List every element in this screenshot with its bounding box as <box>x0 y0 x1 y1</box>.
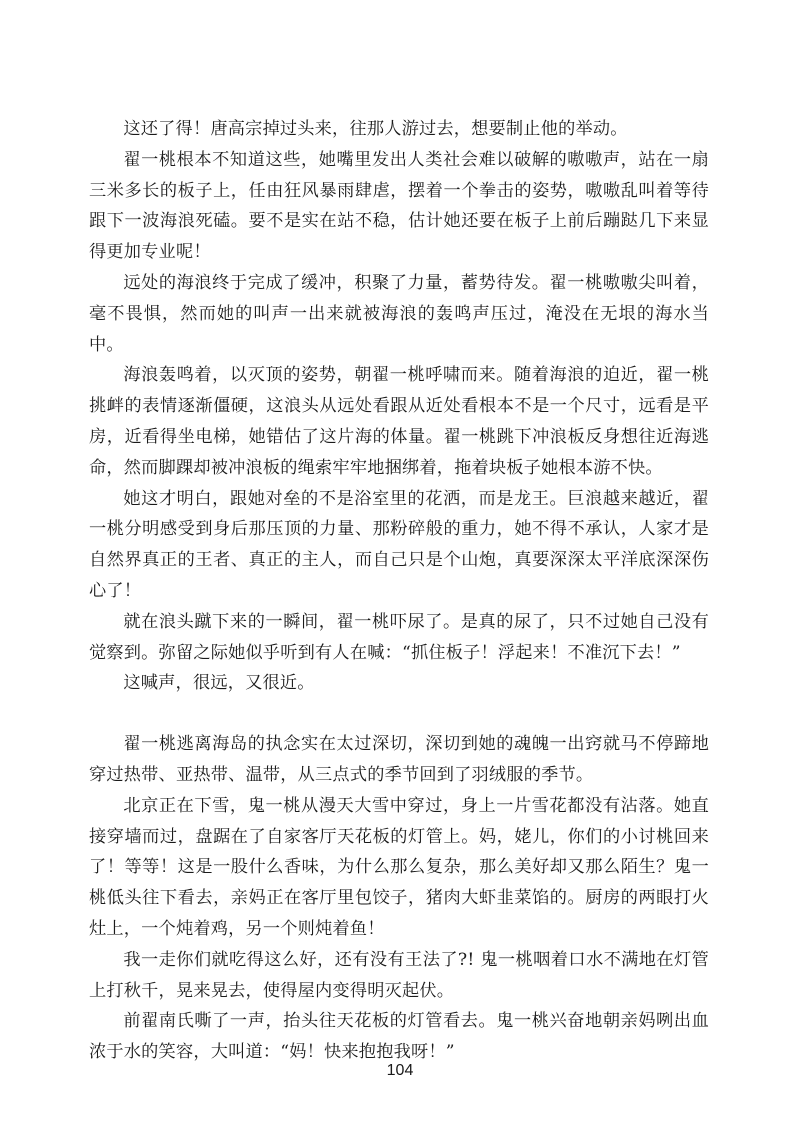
body-text <box>89 114 709 1068</box>
paragraph: 就在浪头蹴下来的一瞬间，翟一桃吓尿了。是真的尿了，只不过她自己没有觉察到。弥留之际她似乎听到有人在喊：“抓住板子！浮起来！不准沉下去！” <box>89 611 709 663</box>
paragraph: 她这才明白，跟她对垒的不是浴室里的花洒，而是龙王。巨浪越来越近，翟一桃分明感受到身后那压顶的力量、那粉碎般的重力，她不得不承认，人家才是自然界真正的王者、真正的主人，而自己只是个山炮，真要深深太平洋底深深伤心了！ <box>89 488 709 601</box>
paragraph: 北京正在下雪，鬼一桃从漫天大雪中穿过，身上一片雪花都没有沾落。她直接穿墙而过，盘踞在了自家客厅天花板的灯管上。妈，姥儿，你们的小讨桃回来了！等等！这是一股什么香味，为什么那么复杂，那么美好却又那么陌生？鬼一桃低头往下看去，亲妈正在客厅里包饺子，猪肉大虾韭菜馅的。厨房的两眼打火灶上，一个炖着鸡，另一个则炖着鱼！ <box>89 795 709 939</box>
paragraph: 翟一桃根本不知道这些，她嘴里发出人类社会难以破解的嗷嗷声，站在一扇三米多长的板子上，任由狂风暴雨肆虐，摆着一个拳击的姿势，嗷嗷乱叫着等待跟下一波海浪死磕。要不是实在站不稳，估计她还要在板子上前后蹦跶几下来显得更加专业呢！ <box>89 149 709 263</box>
paragraph: 海浪轰鸣着，以灭顶的姿势，朝翟一桃呼啸而来。随着海浪的迫近，翟一桃挑衅的表情逐渐僵硬，这浪头从远处看跟从近处看根本不是一个尺寸，远看是平房，近看得坐电梯，她错估了这片海的体量。翟一桃跳下冲浪板反身想往近海逃命，然而脚踝却被冲浪板的绳索牢牢地捆绑着，拖着块板子她根本游不快。 <box>89 365 709 478</box>
page-number: 104 <box>386 1062 414 1079</box>
paragraph: 前翟南氏嘶了一声，抬头往天花板的灯管看去。鬼一桃兴奋地朝亲妈咧出血浓于水的笑容，大叫道：“妈！快来抱抱我呀！” <box>89 1011 709 1063</box>
paragraph: 这喊声，很远，又很近。 <box>123 673 315 694</box>
section-break <box>89 699 709 729</box>
paragraph: 我一走你们就吃得这么好，还有没有王法了?! 鬼一桃咽着口水不满地在灯管上打秋千，晃来晃去，使得屋内变得明灭起伏。 <box>89 949 709 1001</box>
paragraph: 翟一桃逃离海岛的执念实在太过深切，深切到她的魂魄一出窍就马不停蹄地穿过热带、亚热带、温带，从三点式的季节回到了羽绒服的季节。 <box>89 734 709 785</box>
paragraph: 远处的海浪终于完成了缓冲，积聚了力量，蓄势待发。翟一桃嗷嗷尖叫着，毫不畏惧，然而她的叫声一出来就被海浪的轰鸣声压过，淹没在无垠的海水当中。 <box>89 272 709 355</box>
paragraph: 这还了得！唐高宗掉过头来，往那人游过去，想要制止他的举动。 <box>123 119 628 139</box>
